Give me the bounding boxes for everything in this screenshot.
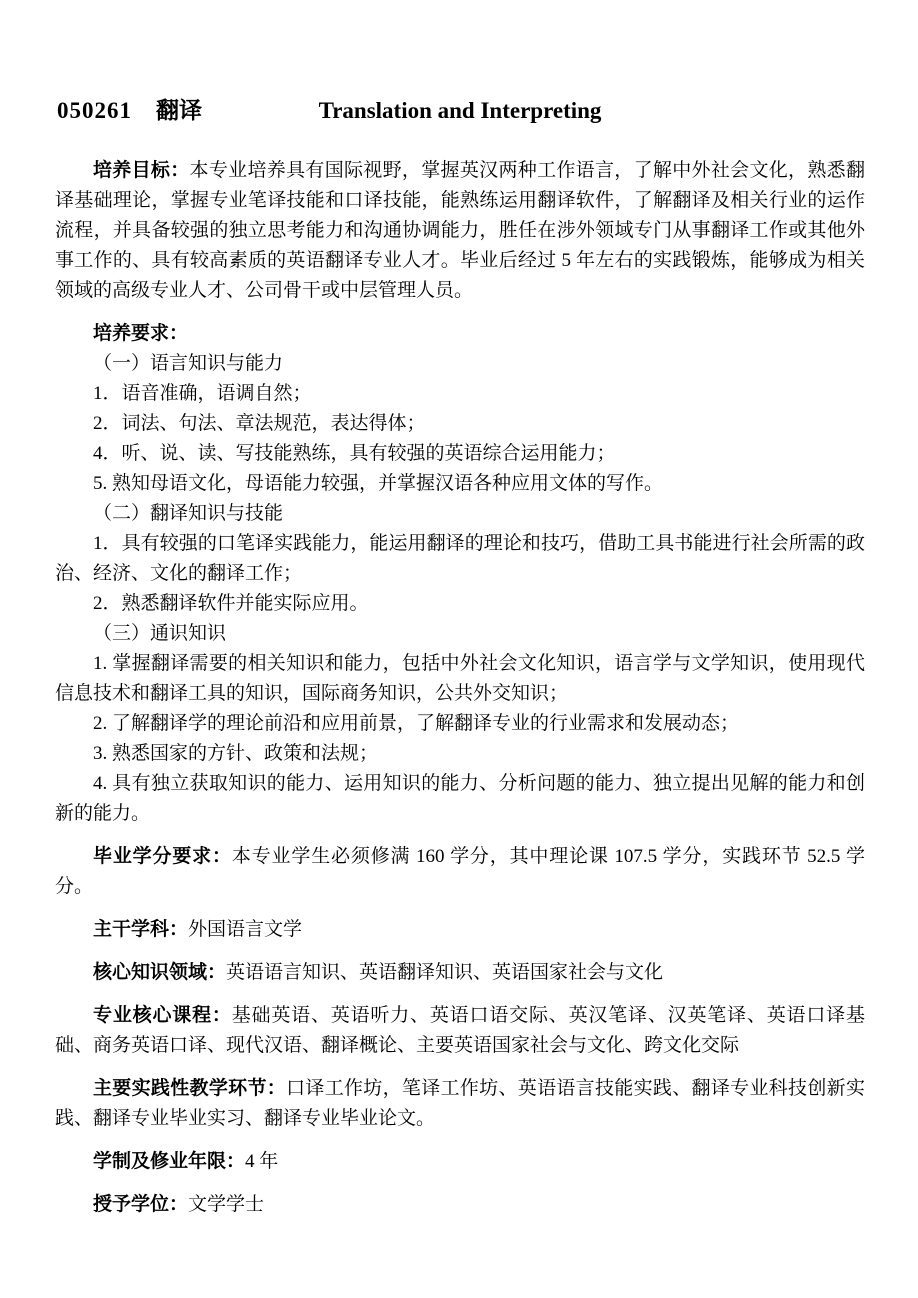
main-discipline-paragraph	[55, 915, 865, 945]
credits-text: 本专业学生必须修满 160 学分，其中理论课 107.5 学分，实践环节 52.5 学分。	[55, 846, 865, 897]
objectives-text: 本专业培养具有国际视野，掌握英汉两种工作语言，了解中外社会文化，熟悉翻译基础理论，掌握专业笔译技能和口译技能，能熟练运用翻译软件，了解翻译及相关行业的运作流程，并具备较强的独立思考能力和沟通协调能力，胜任在涉外领域专门从事翻译工作或其他外事工作的、具有较高素质的英语翻译专业人才。毕业后经过 5 年左右的实践锻炼，能够成为相关领域的高级专业人才、公司骨干或中层管理人员。	[55, 160, 865, 301]
core-courses-paragraph	[55, 1001, 865, 1061]
objectives-paragraph	[55, 156, 865, 306]
requirement-line: 2．熟悉翻译软件并能实际应用。	[93, 593, 369, 614]
duration-label: 学制及修业年限：	[93, 1151, 246, 1172]
practical-teaching-paragraph	[55, 1074, 865, 1134]
title-left-group	[57, 94, 202, 128]
major-name-zh: 翻译	[156, 98, 202, 123]
practical-teaching-label: 主要实践性教学环节：	[93, 1078, 287, 1099]
core-knowledge-label: 核心知识领域：	[93, 962, 227, 983]
degree-label: 授予学位：	[93, 1194, 189, 1215]
document-title	[55, 94, 865, 128]
core-knowledge-paragraph	[55, 958, 865, 988]
degree-paragraph	[55, 1190, 865, 1220]
degree-text: 文学学士	[188, 1194, 265, 1215]
main-discipline-text: 外国语言文学	[188, 919, 303, 940]
requirement-line: 2. 了解翻译学的理论前沿和应用前景，了解翻译专业的行业需求和发展动态；	[93, 713, 740, 734]
credits-paragraph	[55, 842, 865, 902]
requirement-line: 5. 熟知母语文化，母语能力较强，并掌握汉语各种应用文体的写作。	[93, 473, 664, 494]
requirement-line: 1. 掌握翻译需要的相关知识和能力，包括中外社会文化知识，语言学与文学知识，使用现代信息技术和翻译工具的知识，国际商务知识，公共外交知识；	[55, 653, 865, 704]
major-code: 050261	[57, 98, 132, 123]
requirement-line: （二）翻译知识与技能	[93, 503, 284, 524]
core-courses-text: 基础英语、英语听力、英语口语交际、英汉笔译、汉英笔译、英语口译基础、商务英语口译、现代汉语、翻译概论、主要英语国家社会与文化、跨文化交际	[55, 1005, 865, 1056]
requirement-line: 4. 具有独立获取知识的能力、运用知识的能力、分析问题的能力、独立提出见解的能力和创新的能力。	[55, 773, 865, 824]
major-name-en: Translation and Interpreting	[318, 98, 602, 123]
duration-text: 4 年	[245, 1151, 279, 1172]
requirement-line: 3. 熟悉国家的方针、政策和法规；	[93, 743, 379, 764]
requirement-line: 1．具有较强的口笔译实践能力，能运用翻译的理论和技巧，借助工具书能进行社会所需的政治、经济、文化的翻译工作；	[55, 533, 865, 584]
core-knowledge-text: 英语语言知识、英语翻译知识、英语国家社会与文化	[226, 962, 664, 983]
practical-teaching-text: 口译工作坊，笔译工作坊、英语语言技能实践、翻译专业科技创新实践、翻译专业毕业实习、翻译专业毕业论文。	[55, 1078, 865, 1129]
main-discipline-label: 主干学科：	[93, 919, 189, 940]
requirement-line: （三）通识知识	[93, 623, 227, 644]
core-courses-label: 专业核心课程：	[93, 1005, 232, 1026]
requirement-line: （一）语言知识与能力	[93, 353, 284, 374]
credits-label: 毕业学分要求：	[93, 846, 232, 867]
objectives-label: 培养目标：	[93, 160, 190, 181]
duration-paragraph	[55, 1147, 865, 1177]
requirement-line: 4．听、说、读、写技能熟练，具有较强的英语综合运用能力；	[93, 443, 616, 464]
requirements-section	[55, 319, 865, 829]
requirements-label: 培养要求：	[93, 323, 189, 344]
requirement-line: 1．语音准确，语调自然；	[93, 383, 312, 404]
requirement-line: 2．词法、句法、章法规范，表达得体；	[93, 413, 426, 434]
